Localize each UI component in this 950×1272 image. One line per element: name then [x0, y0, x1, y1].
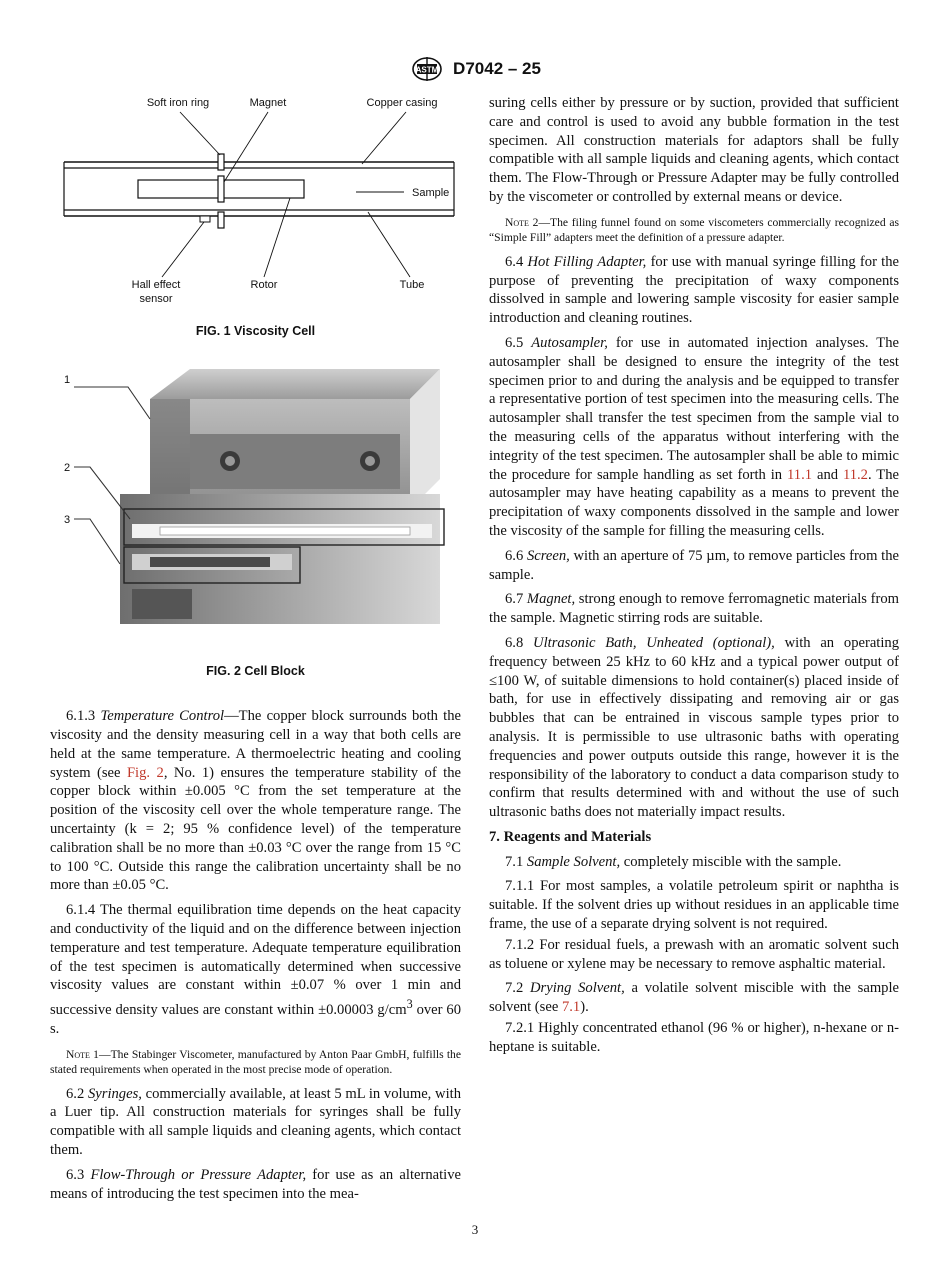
viscosity-cell-diagram	[50, 92, 461, 312]
para-6-3-continued: suring cells either by pressure or by suction, provided that sufficient care and control is used to avoid any bubble formation in the test specimen. All construction materials for adaptors shall be fully compatible with all sample liquids and cleaning agents, which contact them. The Flow-Through or Pressure Adapter may be fully controlled by the viscometer or controlled by external means or device.	[489, 95, 899, 205]
left-column	[50, 92, 461, 1209]
para-6-1-3: 6.1.3 Temperature Control—The copper block surrounds both the viscosity and the density measuring cell in a way that both cells are held at the same temperature. A thermoelectric heating and cooling system (see Fig. 2, No. 1) ensures the temperature stability of the copper block within ±0.005 °C from the set temperature at the position of the viscosity cell over the whole temperature range. The uncertainty (k = 2; 95 % confidence level) of the temperature calibration shall be no more than ±0.03 °C over the range from 15 °C to 100 °C. Outside this range the calibration uncertainty shall be no more than ±0.05 °C.	[50, 708, 461, 894]
fig1-label-copper-casing: Copper casing	[366, 97, 438, 109]
para-7-1: 7.1 Sample Solvent, completely miscible with the sample.	[505, 853, 842, 870]
note-1: Note 1—The Stabinger Viscometer, manufactured by Anton Paar GmbH, fulfills the stated requirements when operated in the most precise mode of operation.	[50, 1047, 461, 1076]
fig2-label-2: 2	[64, 461, 71, 474]
ref-11-1[interactable]: 11.1	[787, 466, 813, 483]
fig1-label-tube: Tube	[399, 279, 425, 291]
svg-text:ASTM: ASTM	[415, 65, 439, 75]
para-6-3: 6.3 Flow-Through or Pressure Adapter, for use as an alternative means of introducing the test specimen into the mea-	[50, 1166, 461, 1202]
document-id: D7042 – 25	[453, 59, 541, 78]
fig2-caption: FIG. 2 Cell Block	[206, 664, 305, 679]
astm-logo-icon	[409, 56, 445, 82]
para-7-2: 7.2 Drying Solvent, a volatile solvent miscible with the sample solvent (see 7.1).	[489, 980, 899, 1016]
right-column	[489, 94, 899, 1063]
fig1-label-hall-sensor-line1: Hall effect	[131, 279, 181, 291]
page-header	[0, 56, 950, 82]
para-7-1-2: 7.1.2 For residual fuels, a prewash with an aromatic solvent such as toluene or xylene may be necessary to remove asphaltic material.	[489, 936, 899, 972]
fig2-label-3: 3	[64, 513, 71, 526]
para-6-2: 6.2 Syringes, commercially available, at least 5 mL in volume, with a Luer tip. All construction materials for syringes shall be fully compatible with all sample liquids and cleaning agents, which contact them.	[50, 1085, 461, 1158]
para-6-6: 6.6 Screen, with an aperture of 75 µm, to remove particles from the sample.	[489, 547, 899, 583]
fig1-label-sample: Sample	[412, 187, 450, 199]
fig1-label-rotor: Rotor	[250, 279, 278, 291]
para-6-5: 6.5 Autosampler, for use in automated injection analyses. The autosampler shall be designed to ensure the integrity of the test specimen prior to and during the analysis and be equipped to transfer a representative portion of test specimen into the measuring cells. The autosampler shall transfer the test specimen from the sample vial to the measuring cells of the apparatus without interfering with the integrity of the test specimen. The autosampler shall be able to mimic the procedure for sample handling as set forth in 11.1 and 11.2. The autosampler may have heating capability as a means to prevent the precipitation of waxy components dissolved in the sample and lower the viscosity of the sample for filling the measuring cells.	[489, 334, 899, 539]
figure-2	[50, 359, 461, 682]
ref-7-1[interactable]: 7.1	[561, 999, 581, 1016]
fig2-label-1: 1	[64, 373, 71, 386]
figure-1	[50, 92, 461, 341]
page-number: 3	[471, 1222, 479, 1237]
fig1-caption: FIG. 1 Viscosity Cell	[195, 323, 316, 338]
fig1-label-hall-sensor-line2: sensor	[139, 293, 173, 305]
para-7-1-1: 7.1.1 For most samples, a volatile petroleum spirit or naphtha is suitable. If the solvent dries up without residues in an applicable time frame, the use of a separate drying solvent is not required.	[489, 878, 899, 933]
para-6-7: 6.7 Magnet, strong enough to remove ferromagnetic materials from the sample. Magnetic stirring rods are suitable.	[489, 591, 899, 627]
fig1-label-soft-iron-ring: Soft iron ring	[146, 97, 210, 109]
para-6-1-4: 6.1.4 The thermal equilibration time depends on the heat capacity and conductivity of the liquid and on the difference between injection temperature and test temperature. Adequate temperature equilibration of the test specimen is automatically determined when successive viscosity values are constant within ±0.07 % over 1 min and successive density values are constant within ±0.00003 $g/cm^3$ over 60 s.	[50, 902, 461, 1037]
para-6-8: 6.8 Ultrasonic Bath, Unheated (optional), with an operating frequency between 25 kHz to 60 kHz and a typical power output of ≤100 W, of suitable dimensions to hold container(s) placed inside of bath, for use in effectively dissipating and removing air or gas bubbles that can be entrained in viscous sample types prior to analysis. It is permissible to use ultrasonic baths with operating frequencies and power outputs outside this range, however it is the responsibility of the laboratory to conduct a data comparison study to confirm that results determined with and without the use of such ultrasonic baths does not materially impact results.	[489, 634, 900, 821]
para-6-4: 6.4 Hot Filling Adapter, for use with manual syringe filling for the purpose of preventing the precipitation of waxy components dissolved in sample and lowering sample viscosity for easier sample introduction and cleaning routines.	[489, 253, 899, 327]
section-7-heading: 7. Reagents and Materials	[489, 828, 652, 845]
note-2: Note 2—The filing funnel found on some viscometers commercially recognized as “Simple Fill” adapters meet the definition of a pressure adapter.	[489, 215, 899, 244]
ref-11-2[interactable]: 11.2	[842, 466, 868, 483]
para-7-2-1: 7.2.1 Highly concentrated ethanol (96 % or higher), n-hexane or n-heptane is suitable.	[489, 1020, 899, 1055]
cell-block-photo	[50, 359, 461, 649]
ref-fig-2[interactable]: Fig. 2	[126, 764, 164, 781]
fig1-label-magnet: Magnet	[249, 97, 287, 109]
